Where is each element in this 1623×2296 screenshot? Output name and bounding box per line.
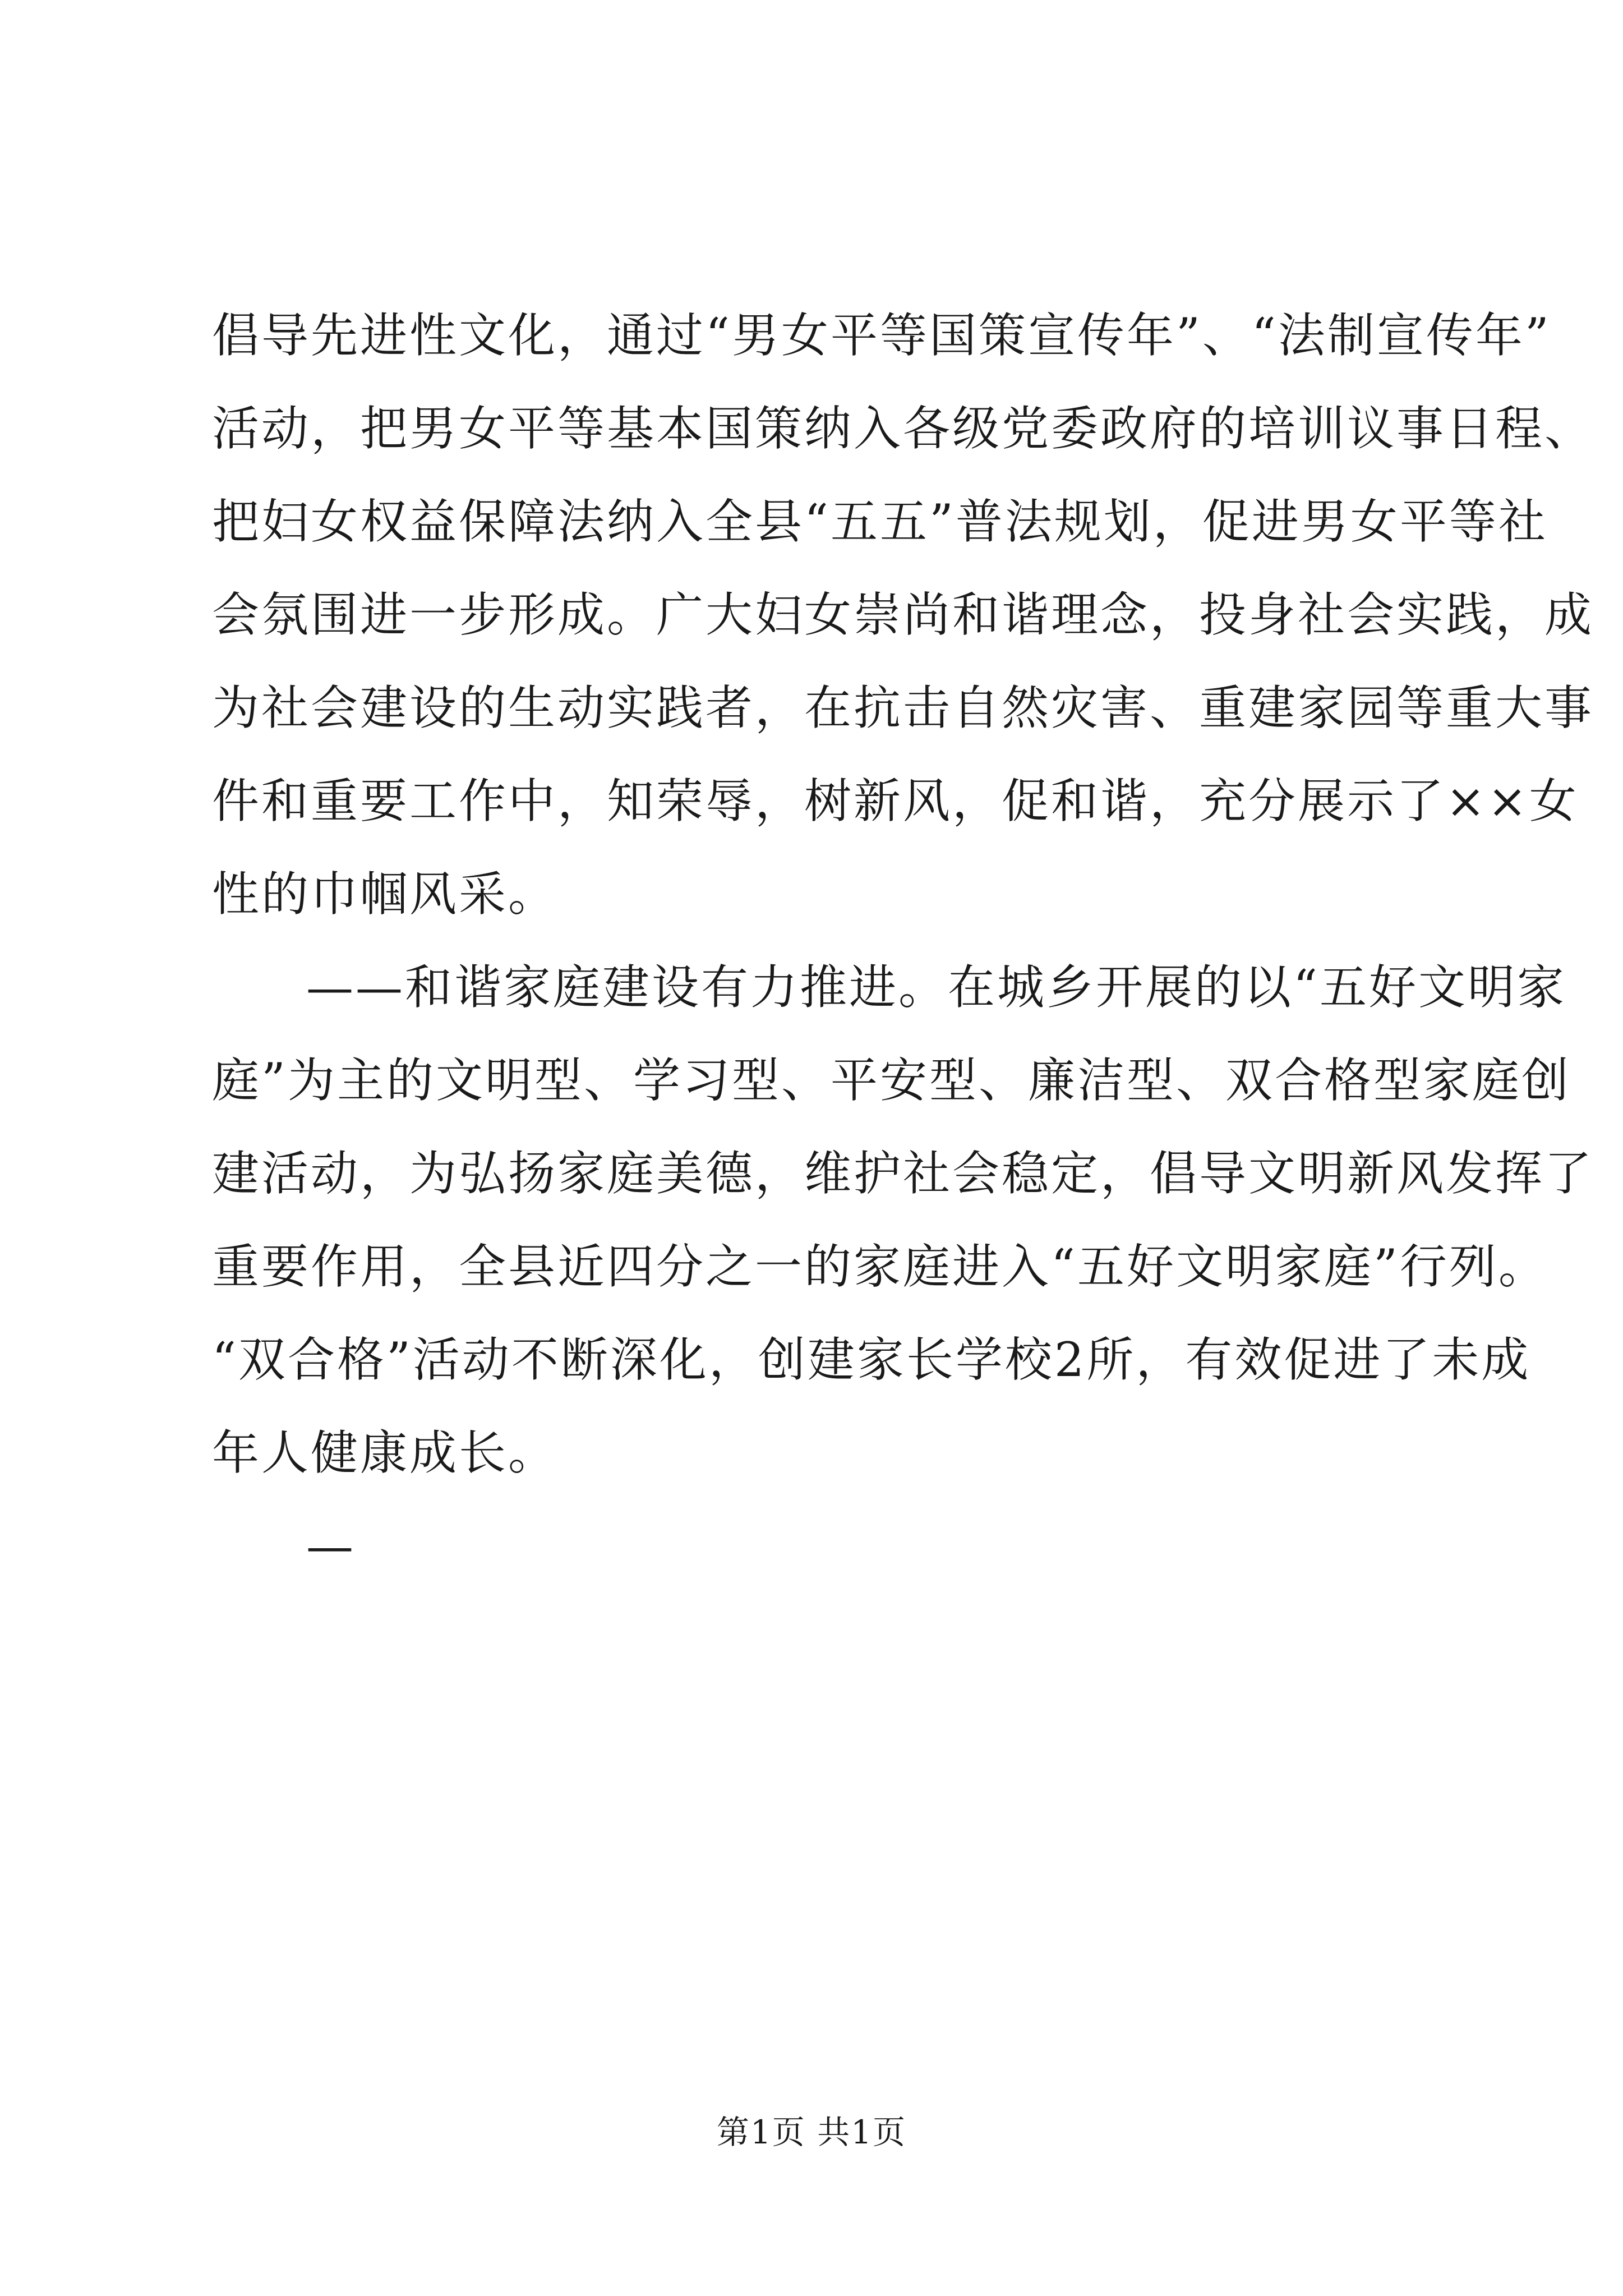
paragraph-line: 活动，把男女平等基本国策纳入各级党委政府的培训议事日程、 — [212, 401, 1594, 456]
paragraph-line: ——和谐家庭建设有力推进。在城乡开展的以“五好文明家 — [306, 960, 1566, 1015]
page-number-footer: 第1页 共1页 — [716, 2113, 907, 2151]
paragraph-line: “双合格”活动不断深化，创建家长学校2所，有效促进了未成 — [212, 1332, 1531, 1387]
paragraph-line: 会氛围进一步形成。广大妇女崇尚和谐理念，投身社会实践，成 — [212, 587, 1594, 642]
paragraph-line: — — [306, 1519, 356, 1573]
paragraph-line: 把妇女权益保障法纳入全县“五五”普法规划，促进男女平等社 — [212, 494, 1548, 549]
paragraph-line: 重要作用，全县近四分之一的家庭进入“五好文明家庭”行列。 — [212, 1239, 1548, 1294]
paragraph-line: 建活动，为弘扬家庭美德，维护社会稳定，倡导文明新风发挥了 — [212, 1146, 1594, 1201]
paragraph-line: 年人健康成长。 — [212, 1425, 558, 1480]
paragraph-line: 庭”为主的文明型、学习型、平安型、廉洁型、双合格型家庭创 — [212, 1053, 1571, 1108]
paragraph-line: 件和重要工作中，知荣辱，树新风，促和谐，充分展示了××女 — [212, 774, 1579, 829]
paragraph-line: 性的巾帼风采。 — [212, 867, 558, 922]
paragraph-line: 倡导先进性文化，通过“男女平等国策宣传年”、“法制宣传年” — [212, 308, 1551, 363]
paragraph-line: 为社会建设的生动实践者，在抗击自然灾害、重建家园等重大事 — [212, 680, 1594, 735]
